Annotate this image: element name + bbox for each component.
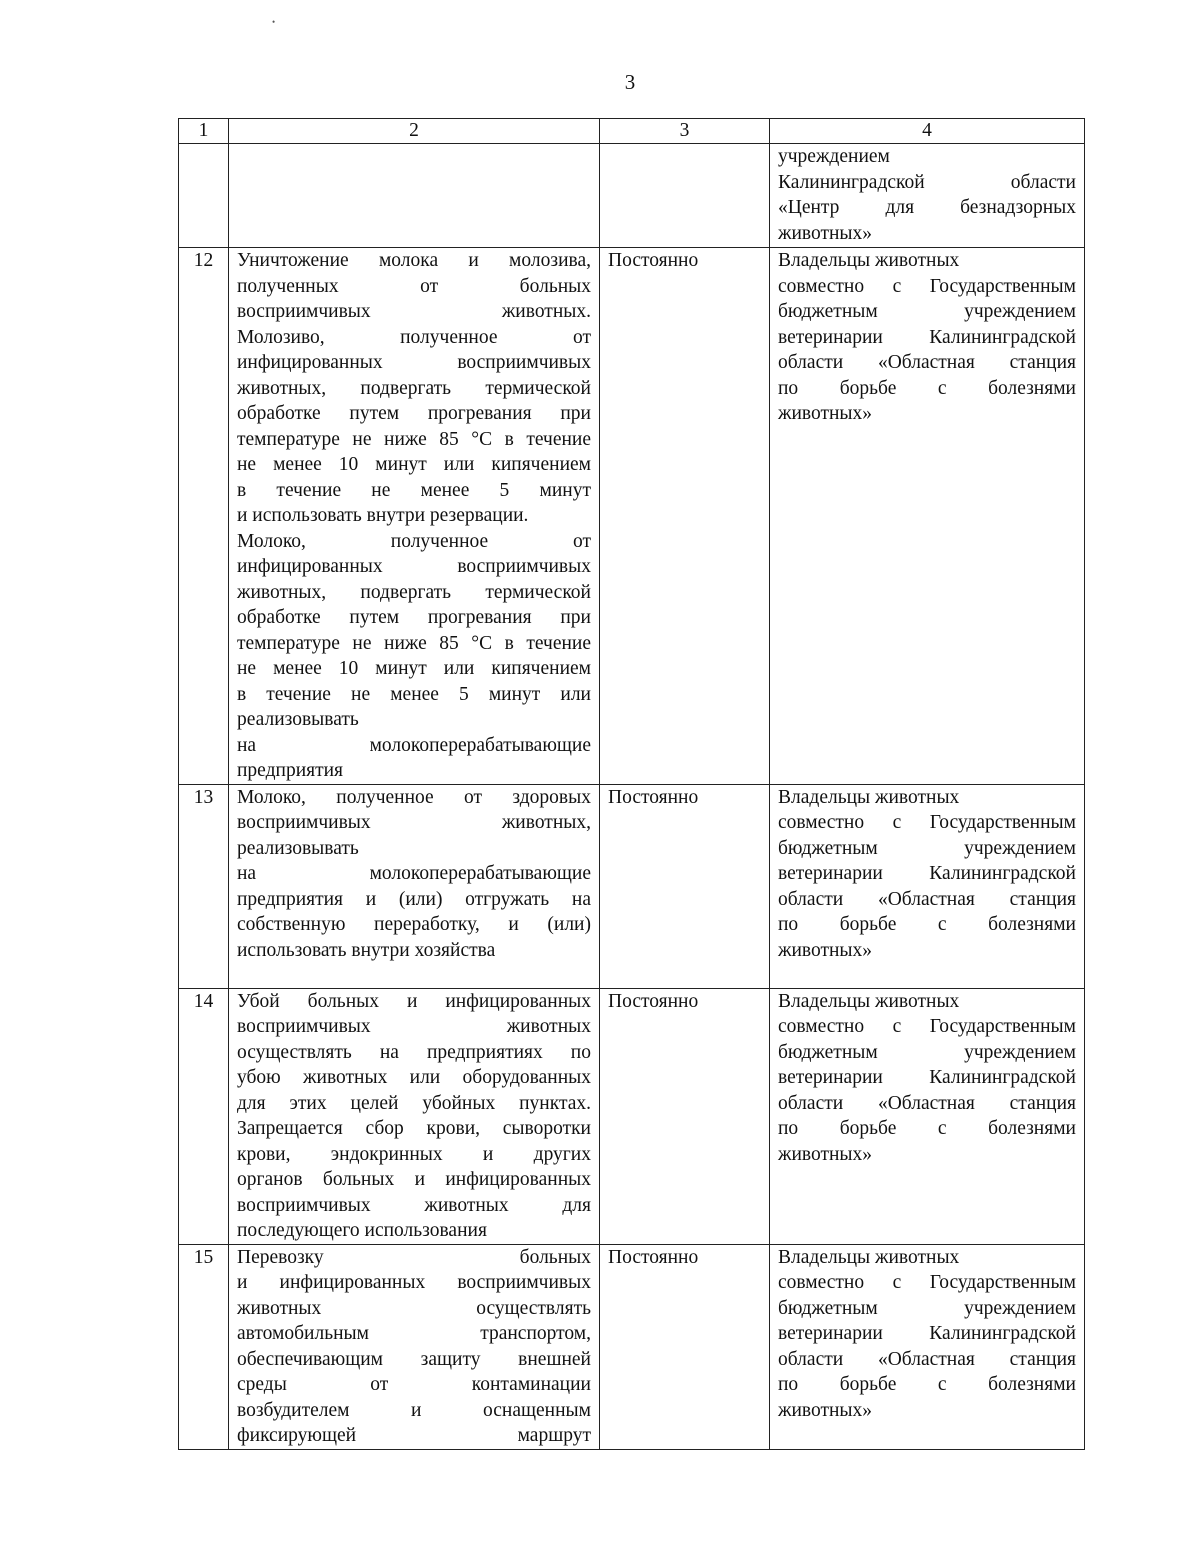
- header-row: [179, 119, 1085, 144]
- text-line: реализовывать: [237, 709, 359, 730]
- text-line: фиксирующей маршрут: [237, 1425, 591, 1446]
- cell-responsible: [770, 784, 1085, 988]
- text-line: области «Областная станция: [778, 352, 1076, 373]
- cell-num: [179, 144, 229, 248]
- text-line: и использовать внутри резервации.: [237, 505, 529, 526]
- cell-term: Постоянно: [600, 248, 770, 785]
- text-line: восприимчивых животных для: [237, 1194, 591, 1216]
- text-line: восприимчивых животных,: [237, 812, 591, 833]
- header-col-3: 3: [600, 119, 770, 144]
- cell-responsible: [770, 1244, 1085, 1449]
- text-line: Владельцы животных: [778, 1246, 960, 1268]
- text-line: области «Областная станция: [778, 888, 1076, 910]
- text-line: убою животных или оборудованных: [237, 1067, 591, 1088]
- cell-num: 15: [179, 1244, 229, 1449]
- text-line: возбудителем и оснащенным: [237, 1399, 591, 1421]
- text-line: в течение не менее 5 минут или: [237, 683, 591, 705]
- text-line: предприятия: [237, 760, 344, 781]
- text-line: использовать внутри хозяйства: [237, 939, 496, 961]
- text-line: бюджетным учреждением: [778, 837, 1076, 859]
- text-line: органов больных и инфицированных: [237, 1169, 591, 1190]
- text-line: Запрещается сбор крови, сыворотки: [237, 1118, 591, 1139]
- text-line: Молозиво, полученное от: [237, 326, 591, 348]
- text-line: инфицированных восприимчивых: [237, 352, 591, 373]
- text-line: бюджетным учреждением: [778, 1297, 1076, 1319]
- table-row: [179, 988, 1085, 1244]
- header-col-4: 4: [770, 119, 1085, 144]
- text-line: реализовывать: [237, 837, 359, 859]
- text-line: по борьбе с болезнями: [778, 914, 1076, 935]
- scan-speck: •: [272, 17, 276, 27]
- text-line: обработке путем прогревания при: [237, 607, 591, 628]
- text-line: температуре не ниже 85 °С в течение: [237, 632, 591, 654]
- header-col-1: 1: [179, 119, 229, 144]
- text-line: учреждением: [778, 146, 890, 167]
- cell-desc: [229, 248, 600, 785]
- text-line: совместно с Государственным: [778, 275, 1076, 297]
- text-line: среды от контаминации: [237, 1374, 591, 1395]
- text-line: осуществлять на предприятиях по: [237, 1041, 591, 1063]
- text-line: собственную переработку, и (или): [237, 914, 591, 935]
- cell-desc: [229, 1244, 600, 1449]
- text-line: области «Областная станция: [778, 1092, 1076, 1114]
- text-line: не менее 10 минут или кипячением: [237, 658, 591, 679]
- text-line: автомобильным транспортом,: [237, 1323, 591, 1344]
- page-number: 3: [624, 70, 636, 94]
- text-line: Перевозку больных: [237, 1246, 591, 1268]
- text-line: животных»: [778, 403, 873, 424]
- cell-num: 14: [179, 988, 229, 1244]
- cell-term: [600, 144, 770, 248]
- text-line: по борьбе с болезнями: [778, 1374, 1076, 1395]
- cell-responsible: [770, 988, 1085, 1244]
- text-line: обеспечивающим защиту внешней: [237, 1348, 591, 1370]
- text-line: ветеринарии Калининградской: [778, 863, 1076, 884]
- table-row: [179, 1244, 1085, 1449]
- text-line: Молоко, полученное от: [237, 530, 591, 552]
- text-line: Уничтожение молока и молозива,: [237, 250, 591, 271]
- text-line: предприятия и (или) отгружать на: [237, 888, 591, 910]
- text-line: ветеринарии Калининградской: [778, 326, 1076, 348]
- text-line: на молокоперерабатывающие: [237, 734, 591, 756]
- cell-term: Постоянно: [600, 988, 770, 1244]
- cell-desc: [229, 144, 600, 248]
- text-line: области «Областная станция: [778, 1348, 1076, 1370]
- text-line: Молоко, полученное от здоровых: [237, 786, 591, 808]
- text-line: на молокоперерабатывающие: [237, 863, 591, 884]
- text-line: животных»: [778, 222, 873, 244]
- text-line: животных, подвергать термической: [237, 581, 591, 603]
- text-line: восприимчивых животных.: [237, 301, 591, 322]
- cell-num: 13: [179, 784, 229, 988]
- text-line: Владельцы животных: [778, 990, 960, 1012]
- text-line: по борьбе с болезнями: [778, 1118, 1076, 1139]
- text-line: ветеринарии Калининградской: [778, 1067, 1076, 1088]
- text-line: ветеринарии Калининградской: [778, 1323, 1076, 1344]
- cell-term: Постоянно: [600, 784, 770, 988]
- text-line: и инфицированных восприимчивых: [237, 1272, 591, 1293]
- text-line: животных осуществлять: [237, 1297, 591, 1319]
- text-line: температуре не ниже 85 °С в течение: [237, 428, 591, 450]
- text-line: совместно с Государственным: [778, 1016, 1076, 1037]
- text-line: последующего использования: [237, 1220, 487, 1241]
- text-line: Владельцы животных: [778, 786, 960, 808]
- cell-desc: [229, 988, 600, 1244]
- cell-num: 12: [179, 248, 229, 785]
- continuation-row: [179, 144, 1085, 248]
- text-line: не менее 10 минут или кипячением: [237, 454, 591, 475]
- text-line: полученных от больных: [237, 275, 591, 297]
- text-line: для этих целей убойных пунктах.: [237, 1092, 591, 1114]
- text-line: Калининградской области: [778, 171, 1076, 193]
- text-line: животных, подвергать термической: [237, 377, 591, 399]
- text-line: бюджетным учреждением: [778, 1041, 1076, 1063]
- cell-responsible: [770, 144, 1085, 248]
- text-line: совместно с Государственным: [778, 812, 1076, 833]
- text-line: восприимчивых животных: [237, 1016, 591, 1037]
- text-line: крови, эндокринных и других: [237, 1143, 591, 1165]
- text-line: животных»: [778, 939, 873, 961]
- cell-responsible: [770, 248, 1085, 785]
- text-line: животных»: [778, 1143, 873, 1165]
- cell-term: Постоянно: [600, 1244, 770, 1449]
- table-row: [179, 784, 1085, 988]
- table-row: [179, 248, 1085, 785]
- text-line: «Центр для безнадзорных: [778, 197, 1076, 218]
- measures-table: [178, 118, 1085, 1450]
- text-line: обработке путем прогревания при: [237, 403, 591, 424]
- text-line: Владельцы животных: [778, 250, 960, 271]
- text-line: совместно с Государственным: [778, 1272, 1076, 1293]
- text-line: инфицированных восприимчивых: [237, 556, 591, 577]
- text-line: бюджетным учреждением: [778, 301, 1076, 322]
- text-line: по борьбе с болезнями: [778, 377, 1076, 399]
- cell-desc: [229, 784, 600, 988]
- text-line: животных»: [778, 1399, 873, 1421]
- text-line: Убой больных и инфицированных: [237, 990, 591, 1012]
- text-line: в течение не менее 5 минут: [237, 479, 591, 501]
- header-col-2: 2: [229, 119, 600, 144]
